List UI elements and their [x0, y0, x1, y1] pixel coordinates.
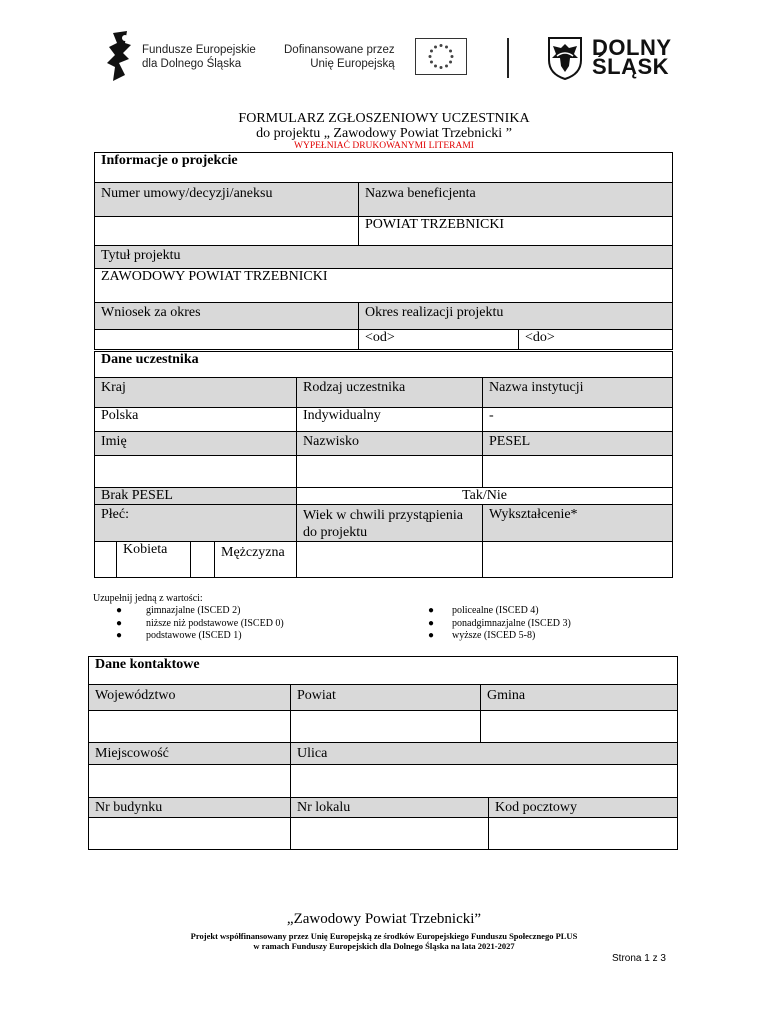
contract-input[interactable]: [95, 217, 359, 246]
first-name-input[interactable]: [95, 456, 297, 488]
eu-line-2: Unię Europejską: [310, 58, 395, 70]
eu-logo-text: [284, 43, 395, 71]
voivodeship-input[interactable]: [89, 711, 291, 743]
eu-star-icon: [434, 65, 437, 68]
bullet-icon: ●: [116, 605, 123, 616]
eu-star-icon: [440, 66, 443, 69]
participant-heading: Dane uczestnika: [95, 352, 673, 378]
period-to-field[interactable]: <do>: [519, 330, 673, 350]
country-value[interactable]: Polska: [95, 408, 297, 432]
participant-table: [94, 351, 673, 578]
eu-star-icon: [440, 44, 443, 47]
footer-project-name: „Zawodowy Powiat Trzebnicki”: [286, 911, 482, 927]
request-period-label: Wniosek za okres: [95, 303, 359, 330]
project-info-heading: Informacje o projekcie: [95, 153, 673, 183]
institution-value[interactable]: -: [483, 408, 673, 432]
page-number: Strona 1 z 3: [612, 953, 666, 964]
isced-option[interactable]: ● gimnazjalne (ISCED 2): [112, 605, 412, 618]
isced-option[interactable]: ● wyższe (ISCED 5-8): [424, 630, 674, 643]
street-label: Ulica: [291, 743, 678, 765]
age-input[interactable]: [297, 542, 483, 578]
male-checkbox[interactable]: [191, 542, 215, 578]
isced-left-list: [112, 605, 412, 643]
beneficiary-value[interactable]: POWIAT TRZEBNICKI: [359, 217, 673, 246]
beneficiary-label: Nazwa beneficjenta: [359, 183, 673, 217]
project-title-label: Tytuł projektu: [95, 246, 673, 269]
building-number-label: Nr budynku: [89, 798, 291, 818]
no-pesel-label: Brak PESEL: [95, 488, 297, 505]
pesel-label: PESEL: [483, 432, 673, 456]
postcode-label: Kod pocztowy: [489, 798, 678, 818]
bullet-icon: ●: [428, 617, 435, 629]
ds-line-1: DOLNY: [592, 35, 672, 60]
form-title: FORMULARZ ZGŁOSZENIOWY UCZESTNIKA: [238, 111, 530, 126]
logo-bar: [95, 18, 680, 96]
participant-type-value[interactable]: Indywidualny: [297, 408, 483, 432]
eu-flag-icon: [415, 38, 467, 75]
bullet-icon: ●: [428, 605, 435, 616]
fundusze-europejskie-logo-icon: [105, 29, 135, 83]
ds-line-2: ŚLĄSK: [592, 54, 670, 79]
eu-line-1: Dofinansowane przez: [284, 44, 395, 56]
eu-star-icon: [430, 61, 433, 64]
bullet-icon: ●: [116, 630, 123, 641]
eu-star-icon: [449, 50, 452, 53]
contract-label: Numer umowy/decyzji/aneksu: [95, 183, 359, 217]
female-checkbox[interactable]: [95, 542, 117, 578]
female-label: Kobieta: [117, 542, 191, 578]
eu-star-icon: [445, 45, 448, 48]
bullet-icon: ●: [428, 630, 435, 641]
isced-right-list: [424, 605, 674, 643]
eagle-crest-icon: [547, 36, 583, 80]
isced-option[interactable]: ● ponadgimnazjalne (ISCED 3): [424, 618, 674, 631]
street-input[interactable]: [291, 765, 678, 798]
country-label: Kraj: [95, 378, 297, 408]
city-label: Miejscowość: [89, 743, 291, 765]
project-title-value[interactable]: ZAWODOWY POWIAT TRZEBNICKI: [95, 269, 673, 303]
sex-label: Płeć:: [95, 505, 297, 542]
commune-label: Gmina: [481, 685, 678, 711]
flat-number-input[interactable]: [291, 818, 489, 850]
no-pesel-choice[interactable]: Tak/Nie: [297, 488, 673, 505]
first-name-label: Imię: [95, 432, 297, 456]
contact-table: [88, 656, 678, 850]
county-input[interactable]: [291, 711, 481, 743]
education-label: Wykształcenie*: [483, 505, 673, 542]
request-period-input[interactable]: [95, 330, 359, 350]
education-input[interactable]: [483, 542, 673, 578]
form-subtitle: do projektu „ Zawodowy Powiat Trzebnicki ”: [256, 126, 512, 141]
period-from-field[interactable]: <od>: [359, 330, 519, 350]
project-info-table: [94, 152, 673, 350]
eu-star-icon: [449, 61, 452, 64]
isced-option[interactable]: ● policealne (ISCED 4): [424, 605, 674, 618]
age-label: Wiek w chwili przystąpienia do projektu: [297, 505, 483, 542]
bullet-icon: ●: [116, 617, 123, 629]
pesel-input[interactable]: [483, 456, 673, 488]
footer-funding-line-2: w ramach Funduszy Europejskich dla Dolnego Śląska na lata 2021-2027: [253, 941, 515, 951]
fe-logo-text: [142, 43, 256, 71]
isced-intro: Uzupełnij jedną z wartości:: [93, 593, 203, 604]
county-label: Powiat: [291, 685, 481, 711]
eu-star-icon: [434, 45, 437, 48]
commune-input[interactable]: [481, 711, 678, 743]
building-number-input[interactable]: [89, 818, 291, 850]
last-name-input[interactable]: [297, 456, 483, 488]
isced-option[interactable]: ● niższe niż podstawowe (ISCED 0): [112, 618, 412, 631]
institution-label: Nazwa instytucji: [483, 378, 673, 408]
male-label: Mężczyzna: [215, 542, 297, 578]
implementation-period-label: Okres realizacji projektu: [359, 303, 673, 330]
last-name-label: Nazwisko: [297, 432, 483, 456]
fe-line-2: dla Dolnego Śląska: [142, 58, 242, 70]
voivodeship-label: Województwo: [89, 685, 291, 711]
fe-line-1: Fundusze Europejskie: [142, 44, 256, 56]
logo-divider: [507, 38, 509, 78]
flat-number-label: Nr lokalu: [291, 798, 489, 818]
postcode-input[interactable]: [489, 818, 678, 850]
eu-star-icon: [429, 55, 432, 58]
eu-star-icon: [445, 65, 448, 68]
isced-option[interactable]: ● podstawowe (ISCED 1): [112, 630, 412, 643]
eu-star-icon: [451, 55, 454, 58]
contact-heading: Dane kontaktowe: [89, 657, 678, 685]
footer-funding-line-1: Projekt współfinansowany przez Unię Europejską ze środków Europejskiego Funduszu Społecznego PLUS: [190, 931, 578, 941]
eu-star-icon: [430, 50, 433, 53]
fill-instruction: WYPEŁNIAĆ DRUKOWANYMI LITERAMI: [294, 141, 474, 151]
city-input[interactable]: [89, 765, 291, 798]
participant-type-label: Rodzaj uczestnika: [297, 378, 483, 408]
dolny-slask-wordmark: [592, 35, 672, 79]
